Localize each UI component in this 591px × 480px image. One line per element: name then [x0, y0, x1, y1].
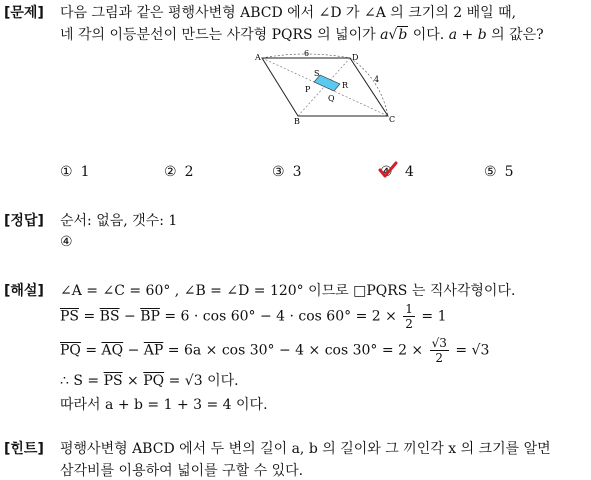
fraction-sqrt3-num: √3: [431, 336, 447, 350]
explanation-line-5: 따라서 a + b = 1 + 3 = 4 이다.: [60, 397, 268, 413]
problem-line-2-post: 이다.: [408, 27, 449, 43]
explanation-tag: [해설]: [4, 283, 44, 299]
explanation-line-3: $\overline{PQ} = \overline{AQ} - \overline{AP} = 6a \times \cos 30^\circ - 4 \times \cos 30^\circ = 2$ × $\frac{√3}{2}$ = √3: [60, 336, 490, 365]
answer-tag: [정답]: [4, 213, 44, 229]
choice-5-val: 5: [504, 164, 514, 180]
choice-1-val: 1: [80, 164, 90, 180]
fraction-sqrt3-half: [430, 336, 449, 365]
choice-4-num: [380, 164, 397, 180]
expr-b: b: [398, 27, 408, 43]
problem-line-2-tail: 의 값은?: [486, 27, 544, 43]
explanation-line-1: ∠A = ∠C = 60° , ∠B = ∠D = 120° 이므로 □PQRS 는 직사각형이다.: [60, 283, 516, 299]
problem-line-2: 네 각의 이등분선이 만드는 사각형 PQRS 의 넓이가 a√b 이다. a + b 의 값은?: [60, 27, 544, 43]
choice-3[interactable]: [272, 164, 301, 180]
choice-1[interactable]: [60, 164, 89, 180]
explanation-line-4-end: = √3 이다.: [164, 373, 239, 389]
label-d: D: [352, 53, 359, 62]
parallelogram-figure: [250, 48, 400, 124]
label-q: Q: [328, 94, 335, 103]
fraction-half-num: 1: [405, 302, 413, 316]
label-c: C: [389, 115, 396, 124]
explanation-line-4: ∴ $S = \overline{PS} \times \overline{PQ} = √3$ 이다.: [60, 373, 239, 389]
label-side-top: 6: [304, 49, 310, 58]
label-r: R: [342, 81, 349, 90]
label-side-right: 4: [374, 75, 380, 84]
explanation-line-3-end: = √3: [450, 342, 490, 359]
hint-tag: [힌트]: [4, 441, 44, 457]
choice-2-val: 2: [184, 164, 194, 180]
problem-line-1: 다음 그림과 같은 평행사변형 ABCD 에서 ∠D 가 ∠A 의 크기의 2 배일 때,: [60, 5, 517, 21]
seg-pq: $\overline{PQ}$: [60, 342, 81, 359]
choice-5-num: ⑤: [484, 164, 497, 180]
choice-4-val: 4: [405, 164, 414, 180]
hint-line-1: 평행사변형 ABCD 에서 두 변의 길이 a, b 의 길이와 그 끼인각 x 의 크기를 알면: [60, 441, 551, 457]
choice-4-num-text: ④: [380, 164, 393, 180]
answer-line-1: 순서: 없음, 갯수: 1: [60, 213, 178, 229]
expr-sum: a + b: [448, 27, 487, 43]
seg-bs: $\overline{BS}$: [99, 308, 120, 325]
problem-tag: [문제]: [4, 5, 44, 21]
choice-2-num: ②: [164, 164, 177, 180]
label-p: P: [305, 85, 311, 94]
choice-5[interactable]: [484, 164, 513, 180]
fraction-half-den: 2: [405, 317, 413, 331]
explanation-line-2-mid: = 6 · cos 60° − 4 · cos 60° = 2 ×: [159, 308, 402, 325]
choice-2[interactable]: [164, 164, 193, 180]
explanation-line-2: $\overline{PS} = \overline{BS} - \overline{BP} = 6 \cdot \cos 60^\circ - 4 \cdot \cos 60^\circ = 2$ × $\frac{1}{2}$ = 1: [60, 302, 447, 331]
choice-4[interactable]: [380, 164, 414, 180]
choice-3-val: 3: [292, 164, 302, 180]
choice-3-num: ③: [272, 164, 285, 180]
seg-bp: $\overline{BP}$: [140, 308, 160, 325]
seg-aq: $\overline{AQ}$: [101, 342, 124, 359]
answer-line-2: ④: [60, 234, 73, 250]
label-b: B: [294, 117, 300, 124]
fraction-half: [403, 302, 415, 331]
fraction-sqrt3-den: 2: [435, 351, 444, 365]
seg-ps: $\overline{PS}$: [60, 308, 80, 325]
seg-pq-2: $\overline{PQ}$: [143, 373, 165, 389]
label-a: A: [255, 53, 261, 62]
hint-line-2: 삼각비를 이용하여 넓이를 구할 수 있다.: [60, 463, 304, 479]
explanation-line-4-pre: ∴ S =: [60, 373, 104, 389]
checkmark-icon: [378, 161, 398, 179]
expr-a: a: [380, 27, 389, 43]
problem-line-2-pre: 네 각의 이등분선이 만드는 사각형 PQRS 의 넓이가: [60, 27, 381, 43]
choice-1-num: ①: [60, 164, 73, 180]
seg-ap: $\overline{AP}$: [143, 342, 164, 359]
seg-ps-2: $\overline{PS}$: [103, 373, 123, 389]
explanation-line-3-mid: = 6a × cos 30° − 4 × cos 30° = 2 ×: [163, 342, 428, 359]
explanation-line-2-end: = 1: [416, 308, 447, 325]
label-s: S: [314, 69, 320, 78]
